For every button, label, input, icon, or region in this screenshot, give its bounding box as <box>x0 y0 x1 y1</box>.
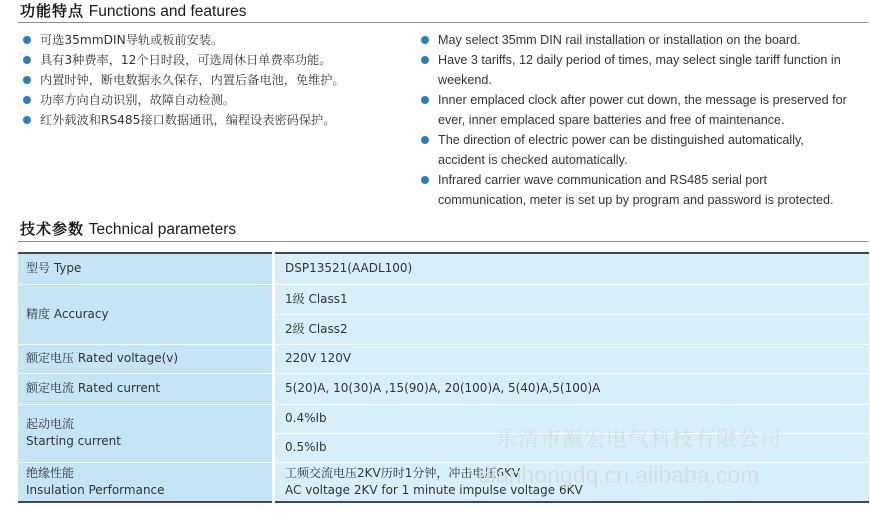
accuracy-label: 精度 Accuracy <box>18 284 274 344</box>
feature-item-en: Have 3 tariffs, 12 daily period of times, may select single tariff function in weekend. <box>420 50 852 90</box>
bullet-icon <box>421 136 429 144</box>
voltage-value: 220V 120V <box>274 344 870 373</box>
starting-current-label-cn: 起动电流 <box>26 417 75 431</box>
table-row <box>18 373 869 404</box>
type-label: 型号 Type <box>18 253 274 284</box>
insulation-label-cn: 绝缘性能 <box>26 465 75 480</box>
table-row <box>18 344 869 373</box>
accuracy-value: 1级 Class1 <box>274 284 870 314</box>
features-list-cn <box>22 30 382 130</box>
technical-heading <box>20 218 236 239</box>
insulation-label-en: Insulation Performance <box>26 482 165 497</box>
insulation-label <box>18 462 274 502</box>
bullet-icon <box>23 76 31 84</box>
features-heading <box>20 0 246 21</box>
feature-item-en: Infrared carrier wave communication and RS485 serial port communication, meter is set up by program and password is protected. <box>420 170 852 210</box>
bullet-icon <box>421 36 429 44</box>
watermark-company: 乐清市巅宏电气科技有限公司 <box>496 427 782 451</box>
bullet-icon <box>421 96 429 104</box>
technical-heading-cn: 技术参数 <box>20 220 85 238</box>
bullet-icon <box>23 36 31 44</box>
bullet-icon <box>23 96 31 104</box>
feature-item-cn: 功率方向自动识别，故障自动检测。 <box>22 90 382 110</box>
table-row <box>18 284 869 314</box>
table-row <box>18 253 869 284</box>
starting-current-value: 0.4%Ib <box>274 404 870 433</box>
feature-item-en: May select 35mm DIN rail installation or installation on the board. <box>420 30 852 50</box>
voltage-label: 额定电压 Rated voltage(v) <box>18 344 274 373</box>
feature-item-cn: 具有3种费率，12个日时段，可选周休日单费率功能。 <box>22 50 382 70</box>
feature-item-en: Inner emplaced clock after power cut down, the message is preserved for ever, inner emplaced spare batteries and free of maintenance. <box>420 90 852 130</box>
bullet-icon <box>23 116 31 124</box>
insulation-value-cn: 工频交流电压2KV历时1分钟，冲击电压6KV <box>285 465 521 480</box>
bullet-icon <box>23 56 31 64</box>
technical-heading-en: Technical parameters <box>88 221 237 238</box>
table-row <box>18 462 869 502</box>
bullet-icon <box>421 176 429 184</box>
technical-divider <box>18 241 868 242</box>
feature-item-cn: 红外载波和RS485接口数据通讯，编程设表密码保护。 <box>22 110 382 130</box>
features-list-en <box>420 30 852 210</box>
current-label: 额定电流 Rated current <box>18 373 274 404</box>
feature-item-cn: 可选35mmDIN导轨或板前安装。 <box>22 30 382 50</box>
insulation-value <box>274 462 870 502</box>
starting-current-label-en: Starting current <box>26 434 121 448</box>
features-heading-en: Functions and features <box>88 3 247 20</box>
table-row <box>18 404 869 433</box>
insulation-value-en: AC voltage 2KV for 1 minute impulse voltage 6KV <box>285 482 583 497</box>
accuracy-value: 2级 Class2 <box>274 314 870 344</box>
bullet-icon <box>421 56 429 64</box>
starting-current-label <box>18 404 274 462</box>
features-divider <box>18 22 868 23</box>
feature-item-en: The direction of electric power can be distinguished automatically, accident is checked automatically. <box>420 130 852 170</box>
watermark-url: dianhongdq.cn.alibaba.com <box>478 462 760 488</box>
current-value: 5(20)A, 10(30)A ,15(90)A, 20(100)A, 5(40)A,5(100)A <box>274 373 870 404</box>
feature-item-cn: 内置时钟，断电数据永久保存，内置后备电池，免维护。 <box>22 70 385 90</box>
starting-current-value: 0.5%Ib <box>274 433 870 462</box>
parameters-table <box>18 252 869 503</box>
type-value: DSP13521(AADL100) <box>274 253 870 284</box>
features-heading-cn: 功能特点 <box>20 2 85 20</box>
